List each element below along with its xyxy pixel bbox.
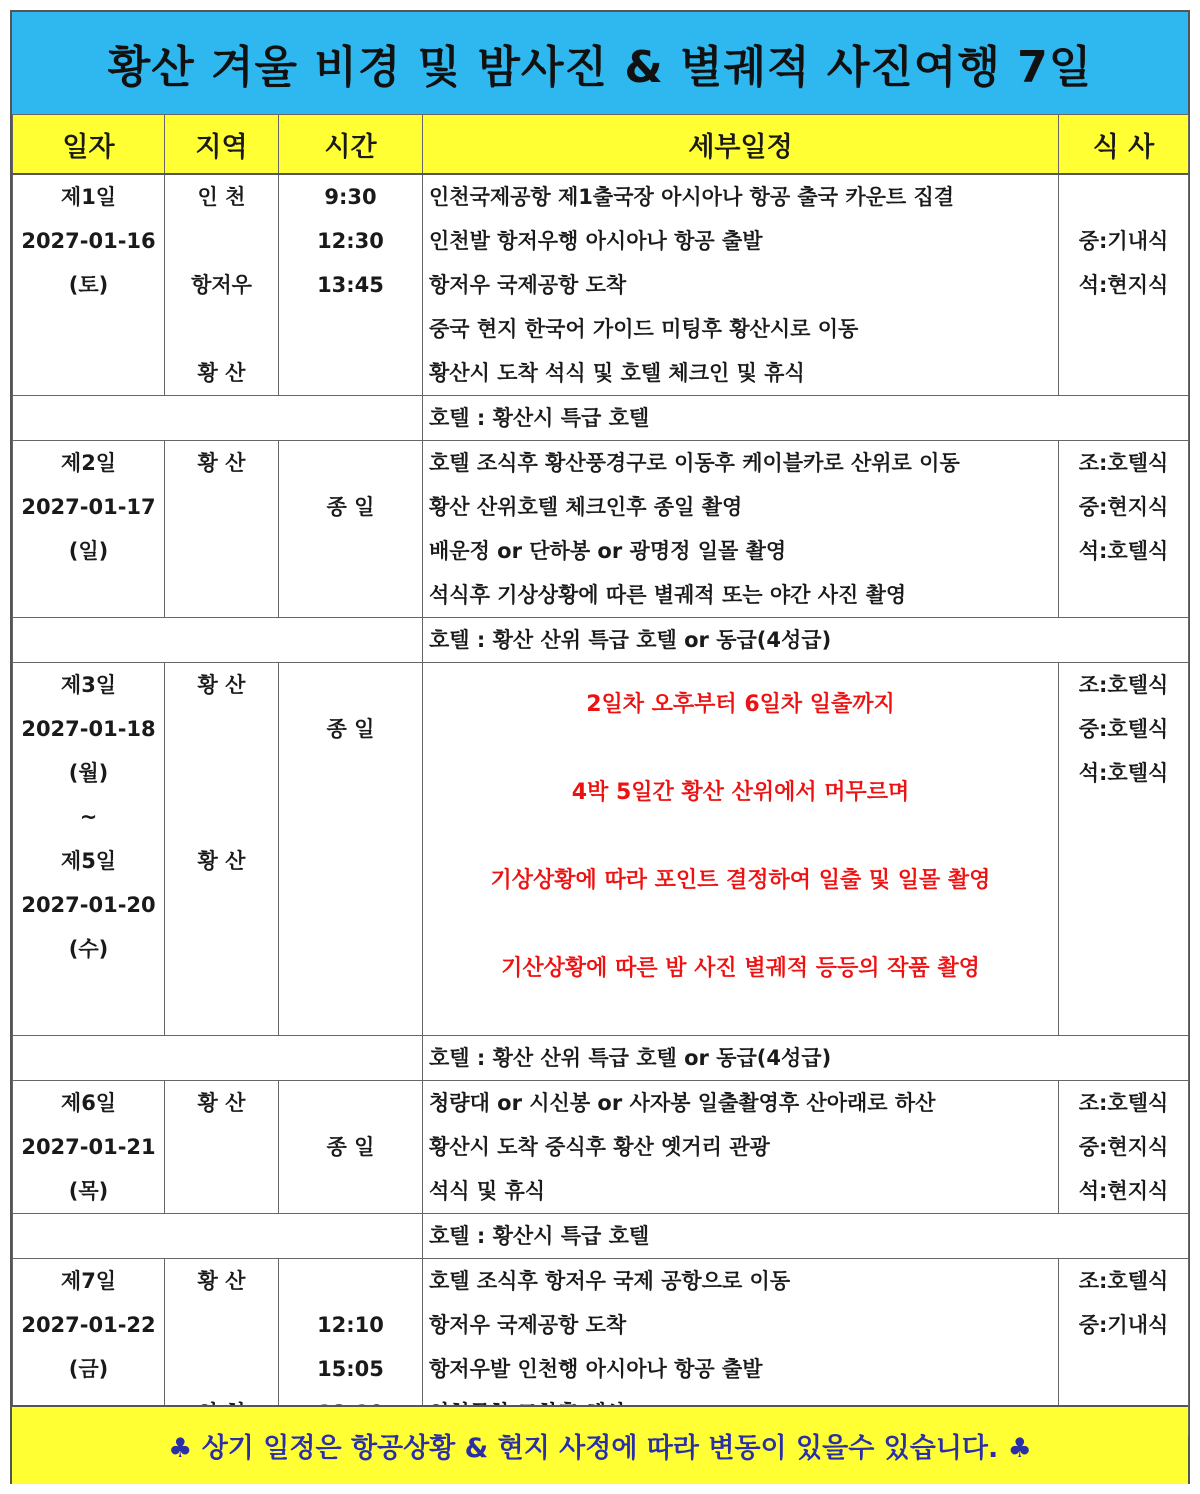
day6-hotel-row: [13, 1214, 1189, 1259]
day6-row: [13, 1081, 1189, 1214]
header-time: 시간: [279, 115, 423, 175]
page-title: 황산 겨울 비경 및 밤사진 & 별궤적 사진여행 7일: [107, 42, 1093, 93]
day6-detail-line: 석식 및 휴식: [429, 1179, 546, 1203]
day1-meal-line: [1059, 351, 1188, 395]
day3-highlight-line: 2일차 오후부터 6일차 일출까지: [586, 692, 895, 717]
hotel-blank-cell: [13, 396, 423, 441]
day6-meal-cell: [1059, 1081, 1189, 1214]
day6-meal-line: 조:호텔식: [1078, 1091, 1169, 1115]
day2-detail-line: 호텔 조식후 황산풍경구로 이동후 케이블카로 산위로 이동: [429, 451, 960, 475]
day1-detail-line: 항저우 국제공항 도착: [429, 273, 627, 297]
day7-region-line: [165, 1347, 278, 1391]
day6-region-cell: [165, 1081, 279, 1214]
day3-detail-cell: [423, 663, 1059, 1036]
day3-meal-cell: [1059, 663, 1189, 1036]
day7-time-line: [279, 1259, 422, 1303]
day6-region-line: [165, 1169, 278, 1213]
day2-meal-line: [1059, 573, 1188, 617]
day1-time-line: 9:30: [324, 185, 377, 209]
day7-detail-line: 항저우발 인천행 아시아나 항공 출발: [429, 1357, 763, 1381]
day7-meal-line: 중:기내식: [1078, 1313, 1169, 1337]
day2-time-line: 종 일: [326, 495, 375, 519]
day3-region-line: [165, 795, 278, 839]
day2-time-line: [279, 573, 422, 617]
day6-detail-cell: [423, 1081, 1059, 1214]
day6-time-line: 종 일: [326, 1135, 375, 1159]
day7-region-line: 황 산: [197, 1269, 246, 1293]
day3-hotel-row: [13, 1036, 1189, 1081]
day6-day-line: (목): [68, 1179, 109, 1203]
header-row: [13, 115, 1189, 175]
day2-meal-line: 석:호텔식: [1078, 539, 1169, 563]
day1-meal-line: [1059, 175, 1188, 219]
day1-detail-cell: [423, 174, 1059, 396]
day2-detail-cell: [423, 441, 1059, 618]
day3-day-line: (수): [68, 937, 109, 961]
day1-region-line: [165, 307, 278, 351]
day1-region-line: 황 산: [197, 361, 246, 385]
day2-row: [13, 441, 1189, 618]
day6-day-line: 제6일: [60, 1091, 117, 1115]
day7-time-line: 12:10: [317, 1313, 384, 1337]
day2-time-line: [279, 441, 422, 485]
day1-hotel-row: [13, 396, 1189, 441]
day1-region-line: 항저우: [191, 273, 252, 297]
day2-region-line: 황 산: [197, 451, 246, 475]
day3-meal-line: 석:호텔식: [1078, 761, 1169, 785]
day7-day-line: (금): [68, 1357, 109, 1381]
day3-region-line: 황 산: [197, 673, 246, 697]
day3-day-line: (월): [68, 761, 109, 785]
header-meal: 식 사: [1059, 115, 1189, 175]
day1-region-line: [165, 219, 278, 263]
day3-meal-line: [1059, 795, 1188, 839]
day3-day-cell: [13, 663, 165, 1036]
day3-day-line: ~: [79, 805, 98, 829]
hotel-blank-cell: [13, 1214, 423, 1259]
day3-time-line: [279, 927, 422, 971]
itinerary-sheet: [10, 10, 1190, 1484]
day1-detail-line: 중국 현지 한국어 가이드 미팅후 황산시로 이동: [429, 317, 859, 341]
day3-region-line: [165, 751, 278, 795]
day7-time-line: 15:05: [317, 1357, 384, 1381]
day1-day-line: 2027-01-16: [21, 229, 156, 253]
day3-time-line: [279, 663, 422, 707]
header-detail: 세부일정: [423, 115, 1059, 175]
day2-detail-line: 배운정 or 단하봉 or 광명정 일몰 촬영: [429, 539, 787, 563]
footer-notice-bar: [12, 1405, 1188, 1484]
day1-detail-line: 황산시 도착 석식 및 호텔 체크인 및 휴식: [429, 361, 805, 385]
day2-day-line: 제2일: [60, 451, 117, 475]
day2-hotel: 호텔 : 황산 산위 특급 호텔 or 동급(4성급): [423, 618, 1189, 663]
day1-region-cell: [165, 174, 279, 396]
day1-meal-line: 석:현지식: [1078, 273, 1169, 297]
day1-time-line: [279, 351, 422, 395]
day6-time-line: [279, 1169, 422, 1213]
day3-region-cell: [165, 663, 279, 1036]
day2-time-line: [279, 529, 422, 573]
day7-region-line: [165, 1303, 278, 1347]
day1-day-line: [13, 351, 164, 395]
day3-meal-line: [1059, 839, 1188, 883]
day3-region-line: [165, 971, 278, 1015]
day1-time-cell: [279, 174, 423, 396]
day1-region-line: 인 천: [197, 185, 246, 209]
day2-time-cell: [279, 441, 423, 618]
day3-day-line: 제3일: [60, 673, 117, 697]
day1-day-cell: [13, 174, 165, 396]
day1-meal-line: [1059, 307, 1188, 351]
day3-time-line: [279, 795, 422, 839]
day6-detail-line: 황산시 도착 중식후 황산 옛거리 관광: [429, 1135, 770, 1159]
header-region: 지역: [165, 115, 279, 175]
day2-day-cell: [13, 441, 165, 618]
day2-hotel-row: [13, 618, 1189, 663]
day7-meal-line: 조:호텔식: [1078, 1269, 1169, 1293]
day3-time-line: 종 일: [326, 717, 375, 741]
day1-meal-line: 중:기내식: [1078, 229, 1169, 253]
day2-detail-line: 황산 산위호텔 체크인후 종일 촬영: [429, 495, 743, 519]
day2-region-line: [165, 529, 278, 573]
day7-detail-line: 항저우 국제공항 도착: [429, 1313, 627, 1337]
day3-time-line: [279, 971, 422, 1015]
day2-day-line: [13, 573, 164, 617]
day2-meal-line: 중:현지식: [1078, 495, 1169, 519]
hotel-blank-cell: [13, 1036, 423, 1081]
day3-hotel: 호텔 : 황산 산위 특급 호텔 or 동급(4성급): [423, 1036, 1189, 1081]
day1-meal-cell: [1059, 174, 1189, 396]
day3-meal-line: 조:호텔식: [1078, 673, 1169, 697]
day1-detail-line: 인천발 항저우행 아시아나 항공 출발: [429, 229, 763, 253]
day2-day-line: 2027-01-17: [21, 495, 156, 519]
day3-time-line: [279, 883, 422, 927]
day6-detail-line: 청량대 or 시신봉 or 사자봉 일출촬영후 산아래로 하산: [429, 1091, 936, 1115]
day6-meal-line: 석:현지식: [1078, 1179, 1169, 1203]
day1-time-line: 12:30: [317, 229, 384, 253]
day6-day-cell: [13, 1081, 165, 1214]
day3-highlight-line: 기산상황에 따른 밤 사진 별궤적 등등의 작품 촬영: [501, 956, 980, 981]
schedule-table: [12, 114, 1189, 1436]
day1-detail-line: 인천국제공항 제1출국장 아시아나 항공 출국 카운트 집결: [429, 185, 955, 209]
day1-hotel: 호텔 : 황산시 특급 호텔: [423, 396, 1189, 441]
day1-day-line: 제1일: [60, 185, 117, 209]
day2-region-line: [165, 485, 278, 529]
day1-day-line: [13, 307, 164, 351]
day3-meal-line: [1059, 927, 1188, 971]
day3-day-line: 2027-01-20: [21, 893, 156, 917]
day6-time-cell: [279, 1081, 423, 1214]
day7-detail-line: 호텔 조식후 항저우 국제 공항으로 이동: [429, 1269, 791, 1293]
day3-day-line: [13, 971, 164, 1015]
day3-day-line: 2027-01-18: [21, 717, 156, 741]
title-bar: [12, 12, 1188, 116]
day3-region-line: [165, 707, 278, 751]
day3-meal-line: [1059, 883, 1188, 927]
day1-time-line: 13:45: [317, 273, 384, 297]
day2-detail-line: 석식후 기상상황에 따른 별궤적 또는 야간 사진 촬영: [429, 583, 907, 607]
day3-region-line: [165, 927, 278, 971]
day3-time-cell: [279, 663, 423, 1036]
day3-region-line: 황 산: [197, 849, 246, 873]
day6-time-line: [279, 1081, 422, 1125]
day2-day-line: (일): [68, 539, 109, 563]
day7-day-line: 제7일: [60, 1269, 117, 1293]
day6-meal-line: 중:현지식: [1078, 1135, 1169, 1159]
day6-region-line: 황 산: [197, 1091, 246, 1115]
day3-highlight-line: 기상상황에 따라 포인트 결정하여 일출 및 일몰 촬영: [490, 868, 991, 893]
day2-region-line: [165, 573, 278, 617]
day3-time-line: [279, 751, 422, 795]
day1-day-line: (토): [68, 273, 109, 297]
day3-meal-line: [1059, 971, 1188, 1015]
header-day: 일자: [13, 115, 165, 175]
day3-meal-line: 중:호텔식: [1078, 717, 1169, 741]
day3-day-line: 제5일: [60, 849, 117, 873]
day3-time-line: [279, 839, 422, 883]
day2-region-cell: [165, 441, 279, 618]
day3-region-line: [165, 883, 278, 927]
footer-notice: ♣ 상기 일정은 항공상황 & 현지 사정에 따라 변동이 있을수 있습니다. ♣: [168, 1433, 1032, 1464]
day7-day-line: 2027-01-22: [21, 1313, 156, 1337]
day3-highlight-line: 4박 5일간 황산 산위에서 머무르며: [571, 780, 910, 805]
day1-row: [13, 174, 1189, 396]
day2-meal-line: 조:호텔식: [1078, 451, 1169, 475]
day6-hotel: 호텔 : 황산시 특급 호텔: [423, 1214, 1189, 1259]
hotel-blank-cell: [13, 618, 423, 663]
day2-meal-cell: [1059, 441, 1189, 618]
day1-time-line: [279, 307, 422, 351]
day7-meal-line: [1059, 1347, 1188, 1391]
day6-region-line: [165, 1125, 278, 1169]
day3-row: [13, 663, 1189, 1036]
day6-day-line: 2027-01-21: [21, 1135, 156, 1159]
